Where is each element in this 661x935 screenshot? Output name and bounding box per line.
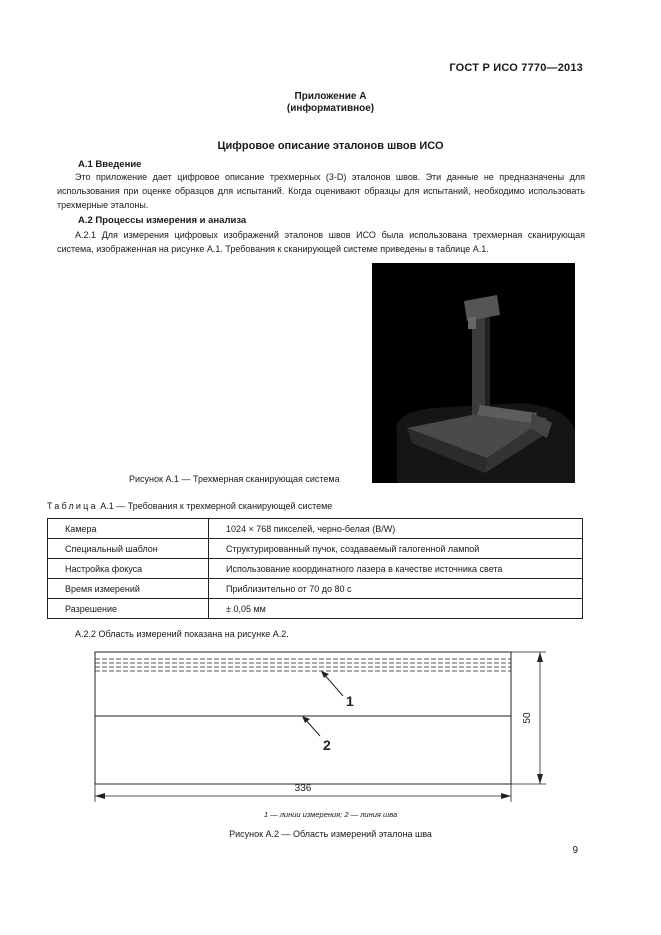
table-cell-value: 1024 × 768 пикселей, черно-белая (B/W) bbox=[209, 519, 583, 539]
annex-status: (информативное) bbox=[286, 103, 375, 114]
figure1-caption: Рисунок А.1 — Трехмерная сканирующая система bbox=[129, 474, 340, 484]
table-cell-param: Разрешение bbox=[48, 599, 209, 619]
table-cell-param: Время измерений bbox=[48, 579, 209, 599]
annex-title: Приложение А bbox=[294, 91, 367, 102]
requirements-table bbox=[47, 518, 583, 619]
table1-title bbox=[47, 501, 332, 511]
leader-1 bbox=[323, 673, 343, 696]
table-row bbox=[48, 559, 583, 579]
dim-height-label: 50 bbox=[522, 712, 533, 724]
dim-arrow bbox=[501, 793, 511, 799]
standard-designation: ГОСТ Р ИСО 7770—2013 bbox=[449, 62, 583, 74]
figure2-caption: Рисунок А.2 — Область измерений эталона шва bbox=[229, 829, 432, 839]
section-a2-text bbox=[57, 228, 585, 256]
callout-2: 2 bbox=[323, 737, 331, 753]
para-a22 bbox=[57, 627, 585, 641]
callout-1: 1 bbox=[346, 693, 354, 709]
section-heading-a2: А.2 Процессы измерения и анализа bbox=[78, 215, 247, 226]
table-cell-value: Приблизительно от 70 до 80 с bbox=[209, 579, 583, 599]
page-number: 9 bbox=[572, 845, 578, 856]
para-a22-text: А.2.2 Область измерений показана на рисунке А.2. bbox=[75, 629, 289, 639]
arrowhead-2 bbox=[302, 716, 310, 723]
dim-width-label: 336 bbox=[294, 783, 312, 794]
table-cell-param: Специальный шаблон bbox=[48, 539, 209, 559]
section-heading-a1: А.1 Введение bbox=[78, 159, 142, 170]
table-cell-value: Структурированный пучок, создаваемый галогенной лампой bbox=[209, 539, 583, 559]
figure2-legend: 1 — линии измерения; 2 — линия шва bbox=[263, 810, 398, 819]
section-a2-paragraph: А.2.1 Для измерения цифровых изображений эталонов швов ИСО была использована трехмерная сканирующая система, изображенная на рисунке А.1. Требования к сканирующей системе приведены в таблице А.1. bbox=[57, 230, 585, 254]
table-cell-value: ± 0,05 мм bbox=[209, 599, 583, 619]
dim-arrow bbox=[95, 793, 105, 799]
table-row bbox=[48, 599, 583, 619]
dim-arrow bbox=[537, 774, 543, 784]
section-a1-text bbox=[57, 170, 585, 212]
section-a1-paragraph: Это приложение дает цифровое описание трехмерных (3-D) эталонов швов. Эти данные не предназначены для использования при оценке образцов для испытаний. Когда оценивают образцы для испытаний, необходимо использовать трехмерные эталоны. bbox=[57, 172, 585, 210]
table-cell-param: Камера bbox=[48, 519, 209, 539]
table-row bbox=[48, 579, 583, 599]
scanner-photo bbox=[372, 263, 575, 483]
table-row bbox=[48, 539, 583, 559]
scanner-photo-image bbox=[372, 263, 575, 483]
table-cell-value: Использование координатного лазера в качестве источника света bbox=[209, 559, 583, 579]
table1-title-text: А.1 — Требования к трехмерной сканирующей системе bbox=[100, 501, 333, 511]
arrowhead-1 bbox=[321, 671, 329, 678]
dim-arrow bbox=[537, 652, 543, 662]
table-cell-param: Настройка фокуса bbox=[48, 559, 209, 579]
table-row bbox=[48, 519, 583, 539]
measurement-area-diagram bbox=[0, 640, 661, 810]
main-title: Цифровое описание эталонов швов ИСО bbox=[217, 140, 444, 152]
table1-label: Таблица bbox=[47, 501, 98, 511]
